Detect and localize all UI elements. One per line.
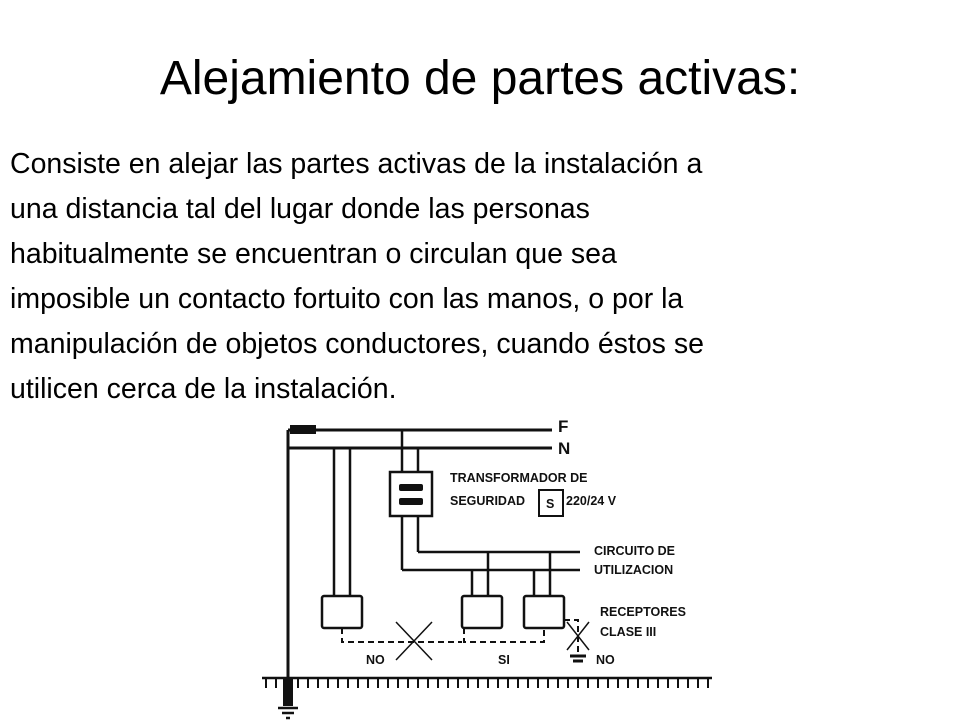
wiring-diagram-svg	[262, 410, 712, 720]
body-line: manipulación de objetos conductores, cuando éstos se	[10, 328, 704, 360]
wiring-diagram	[262, 410, 712, 720]
label-no-right: NO	[596, 653, 615, 667]
receivers-label-line2: CLASE III	[600, 625, 657, 639]
class-iii-receiver-1	[462, 596, 502, 628]
transformer-winding	[399, 498, 423, 505]
body-line: Consiste en alejar las partes activas de la instalación a	[10, 148, 703, 180]
transformer-symbol: S	[546, 497, 555, 511]
body-line: una distancia tal del lugar donde las personas	[10, 193, 590, 225]
transformer-voltage: 220/24 V	[566, 494, 617, 508]
body-paragraph	[10, 142, 940, 412]
body-line: habitualmente se encuentran o circulan que sea	[10, 238, 617, 270]
transformer-label-line2: SEGURIDAD	[450, 494, 526, 508]
receivers-label-line1: RECEPTORES	[600, 605, 686, 619]
left-receiver	[322, 596, 362, 628]
body-line: utilicen cerca de la instalación.	[10, 373, 397, 405]
slide-title: Alejamiento de partes activas:	[159, 52, 801, 105]
circuit-label-line1: CIRCUITO DE	[594, 544, 676, 558]
label-f: F	[558, 417, 569, 436]
class-iii-receiver-2	[524, 596, 564, 628]
body-line: imposible un contacto fortuito con las manos, o por la	[10, 283, 684, 315]
circuit-label-line2: UTILIZACION	[594, 563, 674, 577]
label-n: N	[558, 439, 571, 458]
label-si: SI	[498, 653, 510, 667]
transformer-winding	[399, 484, 423, 491]
transformer-box	[390, 472, 432, 516]
earth-electrode	[283, 678, 293, 706]
label-no-left: NO	[366, 653, 385, 667]
transformer-label-line1: TRANSFORMADOR DE	[450, 471, 588, 485]
